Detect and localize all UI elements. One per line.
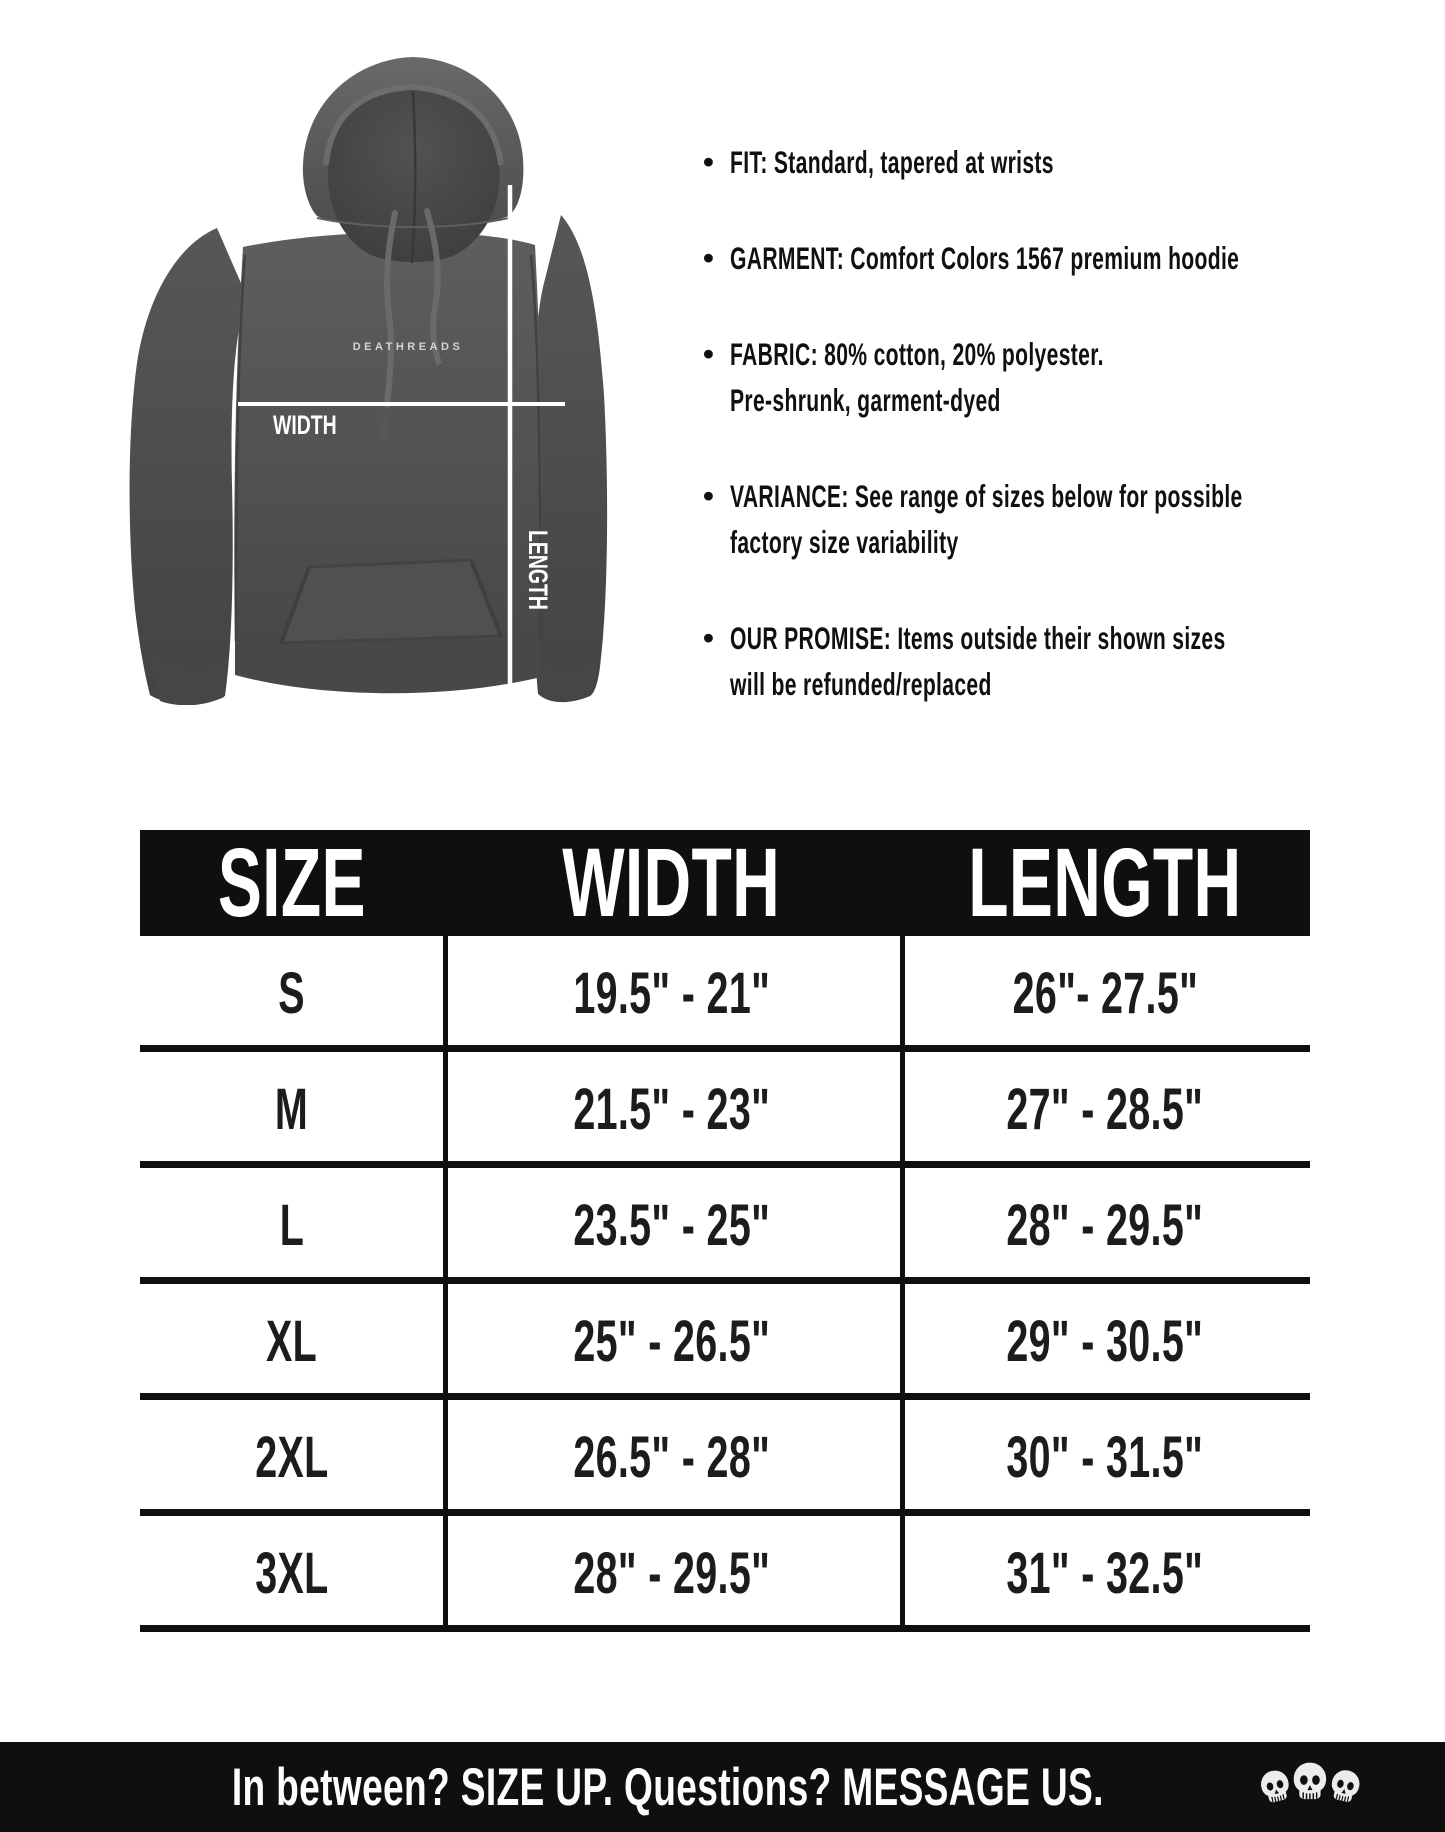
column-divider <box>900 936 905 1632</box>
detail-text: OUR PROMISE: Items outside their shown sizes <box>730 620 1226 656</box>
cell-length: 29" - 30.5" <box>1006 1309 1204 1374</box>
length-measure-label: LENGTH <box>523 530 554 610</box>
bullet-icon: • <box>703 478 714 513</box>
detail-item-fit <box>703 139 1208 185</box>
detail-text: GARMENT: Comfort Colors 1567 premium hoodie <box>730 240 1240 276</box>
table-row-s <box>140 936 1310 1052</box>
cell-length: 27" - 28.5" <box>1006 1077 1204 1142</box>
bullet-icon: • <box>703 144 714 179</box>
detail-item-fabric <box>703 331 1208 423</box>
detail-text: FIT: Standard, tapered at wrists <box>730 144 1054 180</box>
left-drawstring-aglet <box>384 411 386 439</box>
column-divider <box>443 936 448 1632</box>
footer-message: In between? SIZE UP. Questions? MESSAGE US. <box>231 1757 1104 1817</box>
table-row-m <box>140 1052 1310 1168</box>
hoodie-pocket <box>281 560 501 643</box>
size-table-body <box>140 936 1310 1632</box>
bullet-icon: • <box>703 240 714 275</box>
hoodie-illustration <box>95 15 615 705</box>
cell-width: 28" - 29.5" <box>573 1541 770 1606</box>
cell-size: M <box>274 1077 309 1142</box>
cell-size: L <box>279 1193 304 1258</box>
table-row-xl <box>140 1284 1310 1400</box>
header-length: LENGTH <box>968 828 1242 937</box>
cell-size: S <box>278 961 305 1026</box>
cell-length: 30" - 31.5" <box>1006 1425 1204 1490</box>
cell-size: 2XL <box>254 1425 329 1490</box>
cell-length: 26"- 27.5" <box>1012 961 1198 1026</box>
header-width: WIDTH <box>562 828 781 937</box>
size-table-header <box>140 830 1310 936</box>
cell-size: 3XL <box>254 1541 329 1606</box>
chest-logo-text: DEATHREADS <box>352 341 464 353</box>
table-row-l <box>140 1168 1310 1284</box>
product-details-list <box>703 139 1243 707</box>
header-size: SIZE <box>217 828 366 937</box>
cell-length: 31" - 32.5" <box>1006 1541 1204 1606</box>
cell-length: 28" - 29.5" <box>1006 1193 1204 1258</box>
detail-text: FABRIC: 80% cotton, 20% polyester. <box>730 336 1104 372</box>
cell-size: XL <box>265 1309 318 1374</box>
hoodie-product-image <box>95 15 615 705</box>
three-skulls-icon <box>1259 1756 1363 1818</box>
detail-text: Pre-shrunk, garment-dyed <box>730 382 1001 418</box>
size-table <box>140 830 1310 1632</box>
footer-banner <box>0 1742 1445 1832</box>
detail-text: factory size variability <box>730 524 959 560</box>
hoodie-left-sleeve <box>130 228 247 703</box>
detail-item-variance <box>703 473 1243 565</box>
cell-width: 21.5" - 23" <box>573 1077 770 1142</box>
detail-text: will be refunded/replaced <box>730 666 992 702</box>
bullet-icon: • <box>703 336 714 371</box>
table-row-3xl <box>140 1516 1310 1632</box>
table-row-2xl <box>140 1400 1310 1516</box>
detail-text: VARIANCE: See range of sizes below for possible <box>730 478 1243 514</box>
cell-width: 25" - 26.5" <box>573 1309 770 1374</box>
cell-width: 19.5" - 21" <box>573 961 770 1026</box>
width-measure-label: WIDTH <box>273 409 337 440</box>
cell-width: 23.5" - 25" <box>573 1193 770 1258</box>
detail-item-garment <box>703 235 1240 281</box>
cell-width: 26.5" - 28" <box>573 1425 770 1490</box>
bullet-icon: • <box>703 620 714 655</box>
detail-item-promise <box>703 615 1226 707</box>
